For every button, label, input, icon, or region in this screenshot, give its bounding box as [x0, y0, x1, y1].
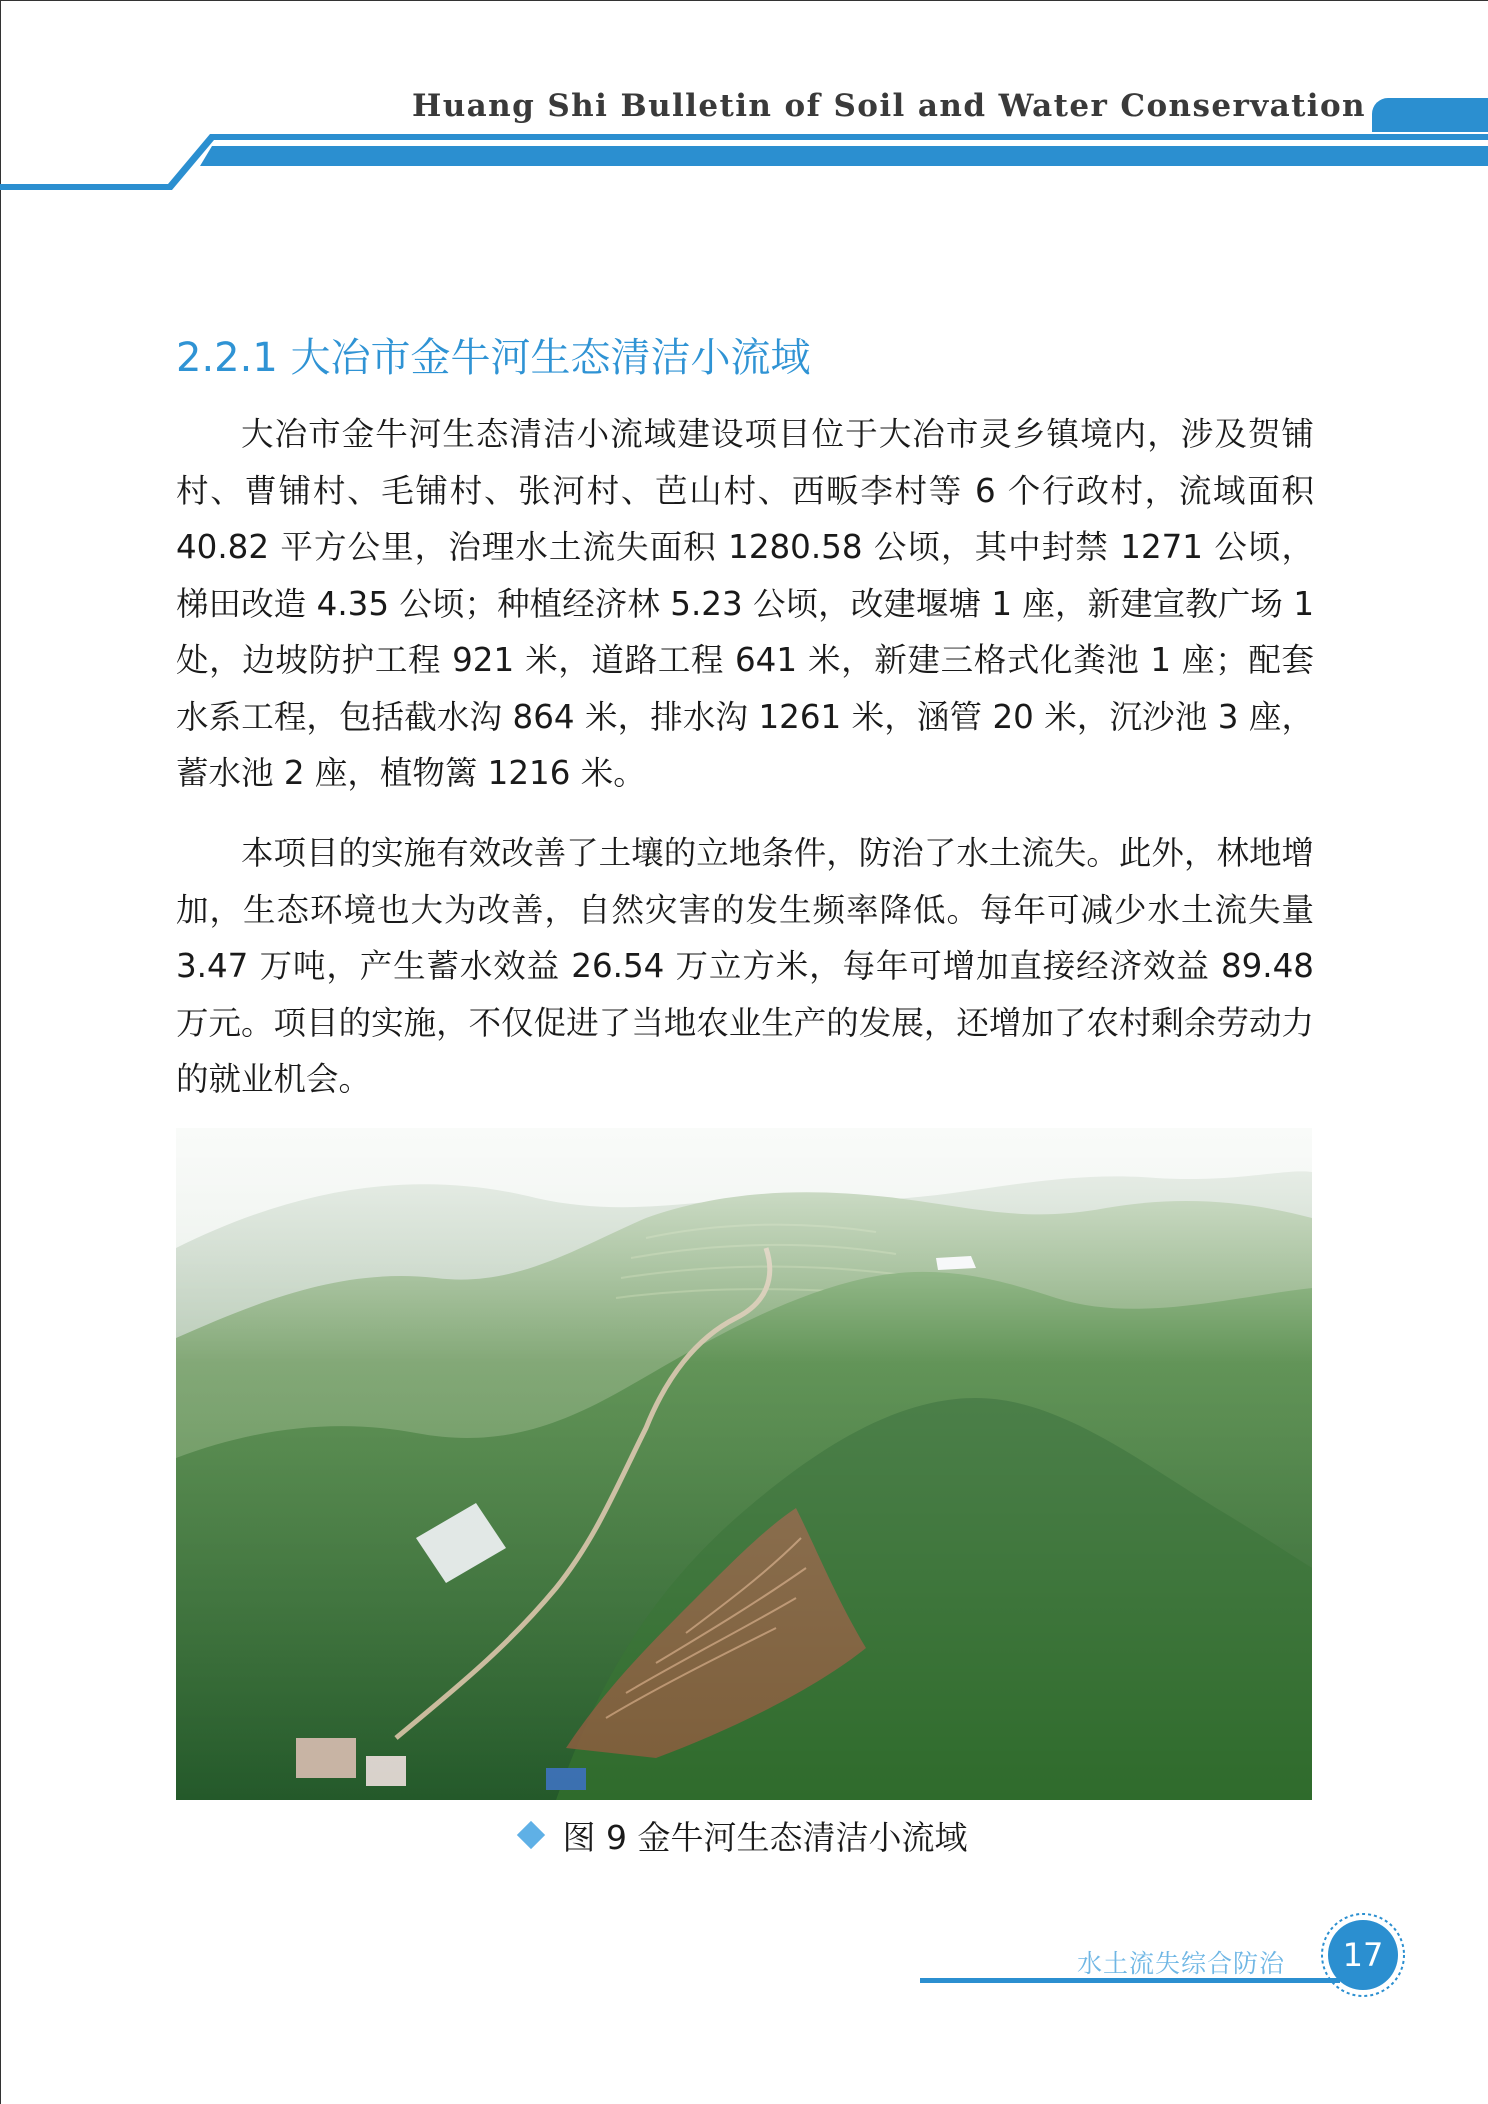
- page-number: 17: [1342, 1936, 1384, 1974]
- aerial-landscape-photo: [176, 1128, 1312, 1800]
- body-paragraph-2: 本项目的实施有效改善了土壤的立地条件，防治了水土流失。此外，林地增加，生态环境也大为改善，自然灾害的发生频率降低。每年可减少水土流失量 3.47 万吨，产生蓄水效益 26.54 万立方米，每年可增加直接经济效益 89.48 万元。项目的实施，不仅促进了当地农业生产的发展，还增加了农村剩余劳动力的就业机会。: [176, 834, 1314, 1098]
- header-tab: [1372, 98, 1488, 132]
- diamond-bullet-icon: [516, 1821, 544, 1849]
- section-heading: 2.2.1 大冶市金牛河生态清洁小流域: [176, 335, 811, 381]
- body-paragraph-1: 大冶市金牛河生态清洁小流域建设项目位于大冶市灵乡镇境内，涉及贺铺村、曹铺村、毛铺村、张河村、芭山村、西畈李村等 6 个行政村，流域面积 40.82 平方公里，治理水土流失面积 1280.58 公顷，其中封禁 1271 公顷，梯田改造 4.35 公顷；种植经济林 5.23 公顷，改建堰塘 1 座，新建宣教广场 1 处，边坡防护工程 921 米，道路工程 641 米，新建三格式化粪池 1 座；配套水系工程，包括截水沟 864 米，排水沟 1261 米，涵管 20 米，沉沙池 3 座，蓄水池 2 座，植物篱 1216 米。: [176, 415, 1314, 792]
- footer-rule: [920, 1978, 1340, 1983]
- figure-caption: [0, 1812, 1488, 1859]
- journal-title: Huang Shi Bulletin of Soil and Water Conservation: [412, 88, 1366, 124]
- footer-section-label: 水土流失综合防治: [1076, 1949, 1285, 1978]
- figure-caption-text: 图 9 金牛河生态清洁小流域: [562, 1818, 968, 1857]
